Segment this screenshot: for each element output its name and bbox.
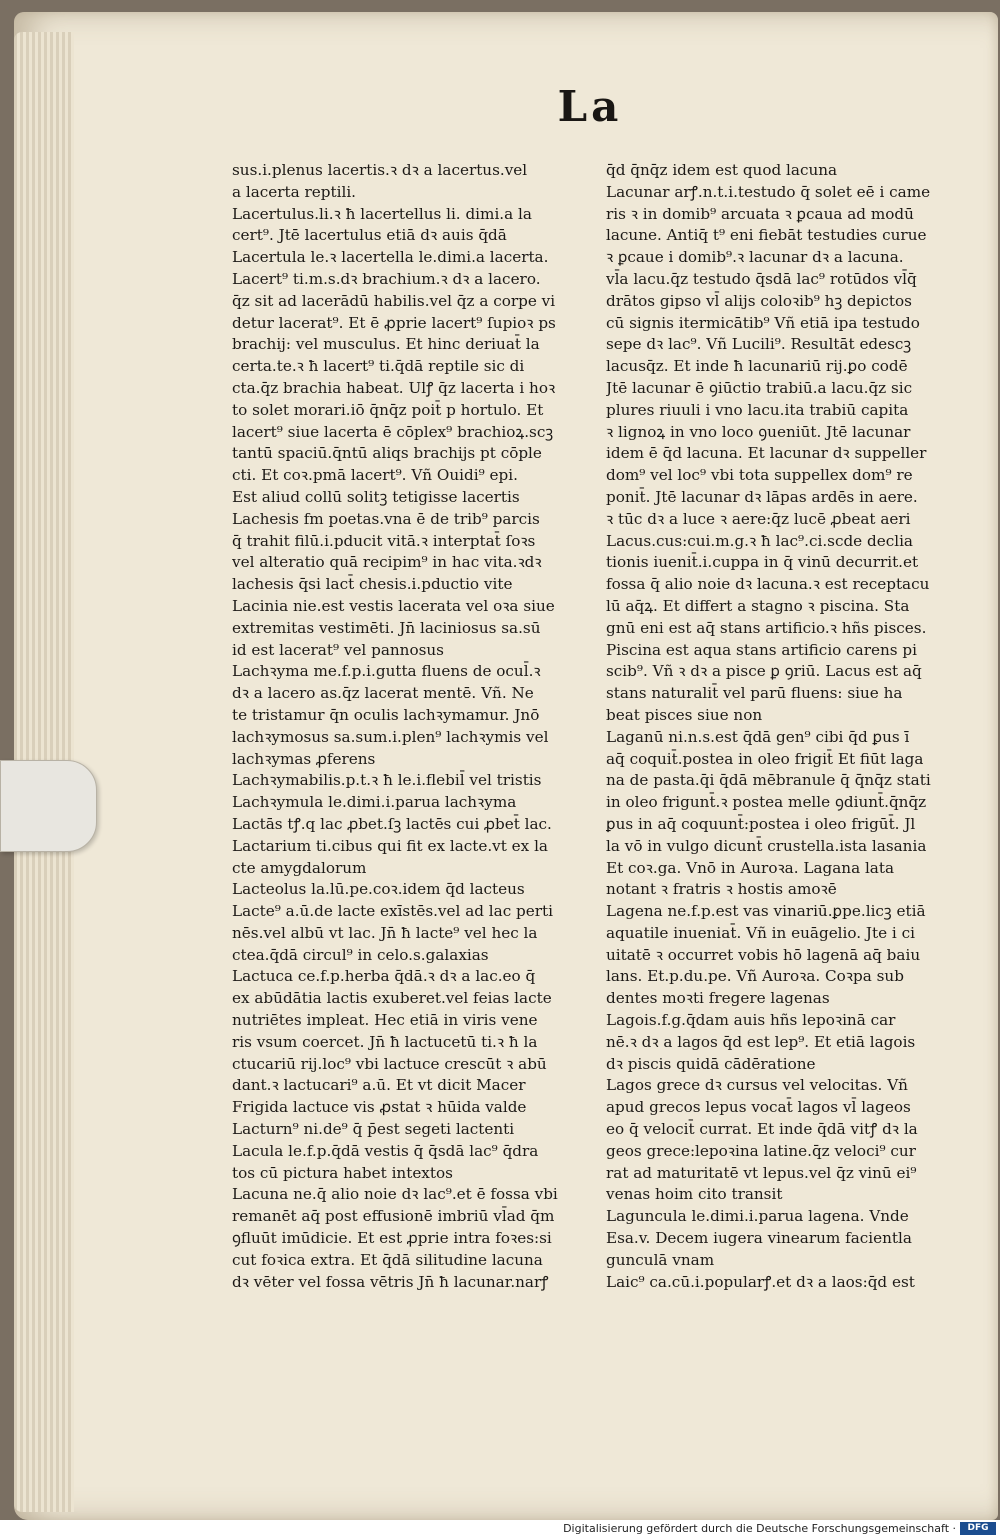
- text-line: ꝛ lignoꝝ in vno loco ꝯueniūt. Jtē lacunar: [606, 422, 911, 441]
- text-line: ꝑus in aq̄ coquunt̄:postea i oleo frigūt̄. Jl: [606, 814, 916, 833]
- text-line: beat pisces siue non: [606, 705, 763, 724]
- dfg-logo: DFG: [960, 1522, 996, 1535]
- text-line: na de pasta.q̄i q̄dā mēbranule q̄ q̄nq̄z stati: [606, 771, 931, 790]
- left-text-column: [232, 160, 592, 1293]
- text-line: notant ꝛ fratris ꝛ hostis amoꝛē: [606, 880, 837, 899]
- text-line: gnū eni est aq̄ stans artificio.ꝛ hñs pisces.: [606, 618, 927, 637]
- text-line: Laic⁹ ca.cū.i.popularꝭ.et dꝛ a laos:q̄d est: [606, 1272, 915, 1291]
- text-line: Lacuna ne.q̄ alio noie dꝛ lac⁹.et ē fossa vbi: [232, 1185, 558, 1204]
- text-line: cut foꝛica extra. Et q̄dā silitudine lacuna: [232, 1250, 543, 1269]
- page-tab-marker: [0, 760, 97, 852]
- right-text-column: [606, 160, 968, 1293]
- text-line: Lacinia nie.est vestis lacerata vel oꝛa siue: [232, 596, 555, 615]
- text-line: drātos gipso vl̄ alijs coloꝛib⁹ hꝫ depictos: [606, 291, 912, 310]
- text-line: lacusq̄z. Et inde ħ lacunariū rij.ꝑo codē: [606, 357, 908, 376]
- text-line: lachꝛymosus sa.sum.i.plen⁹ lachꝛymis vel: [232, 727, 549, 746]
- text-line: q̄d q̄nq̄z idem est quod lacuna: [606, 161, 838, 179]
- text-line: in oleo frigunt̄.ꝛ postea melle ꝯdiunt̄.q̄nq̄z: [606, 793, 927, 812]
- text-line: Lactuca ce.f.p.herba q̄dā.ꝛ dꝛ a lac.eo q̄: [232, 967, 536, 986]
- text-line: ꝛ ꝑcaue i domib⁹.ꝛ lacunar dꝛ a lacuna.: [606, 248, 904, 267]
- text-line: Laguncula le.dimi.i.parua lagena. Vnde: [606, 1207, 909, 1226]
- text-line: ris ꝛ in domib⁹ arcuata ꝛ ꝑcaua ad modū: [606, 204, 914, 223]
- text-line: Lachesis fm poetas.vna ē de trib⁹ parcis: [232, 509, 540, 528]
- text-line: Lacert⁹ ti.m.s.dꝛ brachium.ꝛ dꝛ a lacero.: [232, 269, 541, 288]
- text-line: eo q̄ velocit̄ currat. Et inde q̄dā vitꝭ dꝛ la: [606, 1120, 918, 1139]
- text-line: cert⁹. Jtē lacertulus etiā dꝛ auis q̄dā: [232, 226, 507, 245]
- text-line: cū signis itermicātib⁹ Vñ etiā ipa testudo: [606, 313, 920, 332]
- text-line: uitatē ꝛ occurret vobis hō lagenā aq̄ baiu: [606, 945, 921, 964]
- text-line: Lagena ne.f.p.est vas vinariū.ꝑpe.licꝫ etiā: [606, 902, 926, 921]
- text-line: Lacertula le.ꝛ lacertella le.dimi.a lacerta.: [232, 248, 549, 267]
- text-line: Lactarium ti.cibus qui fit ex lacte.vt ex la: [232, 836, 548, 855]
- text-line: scib⁹. Vñ ꝛ dꝛ a pisce ꝑ ꝯriū. Lacus est aq̄: [606, 662, 922, 681]
- text-line: lacert⁹ siue lacerta ē cōplex⁹ brachioꝝ.scꝫ: [232, 422, 554, 441]
- text-line: ponit̄. Jtē lacunar dꝛ lāpas ardēs in aere.: [606, 487, 918, 506]
- text-line: tantū spaciū.q̄ntū aliqs brachijs pt cōple: [232, 444, 542, 463]
- text-line: Lacertulus.li.ꝛ ħ lacertellus li. dimi.a la: [232, 204, 532, 223]
- text-line: dꝛ vēter vel fossa vētris Jn̄ ħ lacunar.narꝭ: [232, 1272, 549, 1291]
- text-line: Lagois.f.g.q̄dam auis hñs lepoꝛinā car: [606, 1011, 896, 1030]
- text-line: extremitas vestimēti. Jn̄ laciniosus sa.sū: [232, 618, 541, 637]
- text-line: Lachꝛyma me.f.p.i.gutta fluens de ocul̄.ꝛ: [232, 662, 541, 681]
- footer-credit: Digitalisierung gefördert durch die Deutsche Forschungsgemeinschaft ·: [563, 1522, 956, 1535]
- text-line: nē.ꝛ dꝛ a lagos q̄d est lep⁹. Et etiā lagois: [606, 1032, 916, 1051]
- text-line: a lacerta reptili.: [232, 182, 357, 201]
- text-line: cta.q̄z brachia habeat. Ulꝭ q̄z lacerta i hoꝛ: [232, 378, 556, 397]
- text-line: aq̄ coquit̄.postea in oleo frigit̄ Et fiūt laga: [606, 749, 924, 768]
- text-line: cte amygdalorum: [232, 858, 367, 877]
- text-line: dꝛ a lacero as.q̄z lacerat mentē. Vñ. Ne: [232, 684, 534, 703]
- text-line: Lacus.cus:cui.m.g.ꝛ ħ lac⁹.ci.scde declia: [606, 531, 913, 550]
- text-line: tos cū pictura habet intextos: [232, 1163, 453, 1182]
- text-line: remanēt aq̄ post effusionē imbriū vl̄ad q̄m: [232, 1207, 555, 1226]
- text-line: ex abūdātia lactis exuberet.vel feias lacte: [232, 989, 552, 1008]
- text-line: Lacula le.f.p.q̄dā vestis q̄ q̄sdā lac⁹ q̄dra: [232, 1141, 539, 1160]
- text-line: ꝛ tūc dꝛ a luce ꝛ aere:q̄z lucē ꝓbeat aeri: [606, 509, 911, 528]
- text-line: vel alteratio quā recipim⁹ in hac vita.ꝛdꝛ: [232, 553, 542, 572]
- text-line: to solet morari.iō q̄nq̄z poit̄ p hortulo. Et: [232, 400, 544, 419]
- text-line: Lachꝛymula le.dimi.i.parua lachꝛyma: [232, 793, 517, 812]
- text-line: dom⁹ vel loc⁹ vbi tota suppellex dom⁹ re: [606, 466, 913, 485]
- text-line: Lactās tꝭ.q lac ꝓbet.ſꝫ lactēs cui ꝓbet̄ lac.: [232, 814, 552, 833]
- text-line: Frigida lactuce vis ꝓstat ꝛ hūida valde: [232, 1098, 527, 1117]
- text-line: lans. Et.p.du.pe. Vñ Auroꝛa. Coꝛpa sub: [606, 967, 904, 986]
- text-line: ctea.q̄dā circul⁹ in celo.s.galaxias: [232, 945, 489, 964]
- text-line: ctucariū rij.loc⁹ vbi lactuce crescūt ꝛ abū: [232, 1054, 547, 1073]
- text-line: nutriētes impleat. Hec etiā in viris vene: [232, 1011, 538, 1030]
- text-line: Jtē lacunar ē ꝯiūctio trabiū.a lacu.q̄z sic: [606, 378, 913, 397]
- text-line: tionis iuenit̄.i.cuppa in q̄ vinū decurrit.et: [606, 553, 919, 572]
- text-line: q̄ trahit filū.i.pducit vitā.ꝛ interptat̄ ſoꝛs: [232, 531, 536, 550]
- text-line: certa.te.ꝛ ħ lacert⁹ ti.q̄dā reptile sic di: [232, 357, 525, 376]
- text-line: Esa.v. Decem iugera vinearum facientla: [606, 1229, 912, 1248]
- text-line: geos grece:lepoꝛina latine.q̄z veloci⁹ cur: [606, 1141, 916, 1160]
- text-line: te tristamur q̄n oculis lachꝛymamur. Jnō: [232, 705, 540, 724]
- text-line: brachij: vel musculus. Et hinc deriuat̄ la: [232, 335, 540, 354]
- text-line: venas hoim cito transit: [606, 1185, 783, 1204]
- text-line: fossa q̄ alio noie dꝛ lacuna.ꝛ est receptacu: [606, 575, 930, 594]
- text-line: Piscina est aqua stans artificio carens pi: [606, 640, 917, 659]
- text-line: nēs.vel albū vt lac. Jn̄ ħ lacte⁹ vel hec la: [232, 923, 538, 942]
- footer-bar: [0, 1520, 1000, 1537]
- text-line: Lacturn⁹ ni.de⁹ q̄ p̄est segeti lactenti: [232, 1120, 515, 1139]
- text-line: sus.i.plenus lacertis.ꝛ dꝛ a lacertus.vel: [232, 161, 528, 179]
- text-line: ris vsum coercet. Jn̄ ħ lactucetū ti.ꝛ ħ la: [232, 1032, 538, 1051]
- text-line: apud grecos lepus vocat̄ lagos vl̄ lageos: [606, 1098, 911, 1117]
- text-line: aquatile inueniat̄. Vñ in euāgelio. Jte i ci: [606, 923, 915, 942]
- text-line: sepe dꝛ lac⁹. Vñ Lucili⁹. Resultāt edescꝫ: [606, 335, 912, 354]
- text-line: detur lacerat⁹. Et ē ꝓprie lacert⁹ ſupioꝛ ps: [232, 313, 556, 332]
- page-header: La: [557, 82, 623, 131]
- text-line: la vō in vulgo dicunt̄ crustella.ista lasania: [606, 836, 927, 855]
- text-line: Est aliud collū solitꝫ tetigisse lacertis: [232, 487, 520, 506]
- text-line: gunculā vnam: [606, 1250, 715, 1269]
- text-line: Laganū ni.n.s.est q̄dā gen⁹ cibi q̄d ꝑus ī: [606, 727, 910, 746]
- text-line: q̄z sit ad lacerādū habilis.vel q̄z a corpe vi: [232, 291, 556, 310]
- text-line: stans naturalit̄ vel parū fluens: siue ha: [606, 684, 903, 703]
- text-line: dꝛ piscis quidā cādēratione: [606, 1054, 816, 1073]
- text-line: lachꝛymas ꝓferens: [232, 749, 376, 768]
- text-line: lachesis q̄si lact̄ chesis.i.pductio vite: [232, 575, 513, 594]
- text-line: dant.ꝛ lactucari⁹ a.ū. Et vt dicit Macer: [232, 1076, 526, 1095]
- text-line: Lacunar arꝭ.n.t.i.testudo q̄ solet eē i came: [606, 182, 931, 201]
- text-line: cti. Et coꝛ.pmā lacert⁹. Vñ Ouidi⁹ epi.: [232, 466, 518, 485]
- text-line: Lacteolus la.lū.pe.coꝛ.idem q̄d lacteus: [232, 880, 525, 899]
- text-line: Lacte⁹ a.ū.de lacte exīstēs.vel ad lac perti: [232, 902, 553, 921]
- text-line: lū aq̄ꝝ. Et differt a stagno ꝛ piscina. Sta: [606, 596, 910, 615]
- text-line: Lagos grece dꝛ cursus vel velocitas. Vñ: [606, 1076, 908, 1095]
- text-line: Lachꝛymabilis.p.t.ꝛ ħ le.i.flebil̄ vel tristis: [232, 771, 542, 790]
- text-line: vl̄a lacu.q̄z testudo q̄sdā lac⁹ rotūdos vl̄q̄: [606, 269, 917, 288]
- text-line: idem ē q̄d lacuna. Et lacunar dꝛ suppeller: [606, 444, 927, 463]
- text-line: rat ad maturitatē vt lepus.vel q̄z vinū ei⁹: [606, 1163, 917, 1182]
- text-line: lacune. Antiq̄ t⁹ eni fiebāt testudies curue: [606, 226, 927, 245]
- text-line: plures riuuli i vno lacu.ita trabiū capita: [606, 400, 909, 419]
- text-line: ꝯfluūt imūdicie. Et est ꝓprie intra foꝛes:si: [232, 1229, 552, 1248]
- text-line: dentes moꝛti fregere lagenas: [606, 989, 830, 1008]
- text-line: Et coꝛ.ga. Vnō in Auroꝛa. Lagana lata: [606, 858, 895, 877]
- text-line: id est lacerat⁹ vel pannosus: [232, 640, 444, 659]
